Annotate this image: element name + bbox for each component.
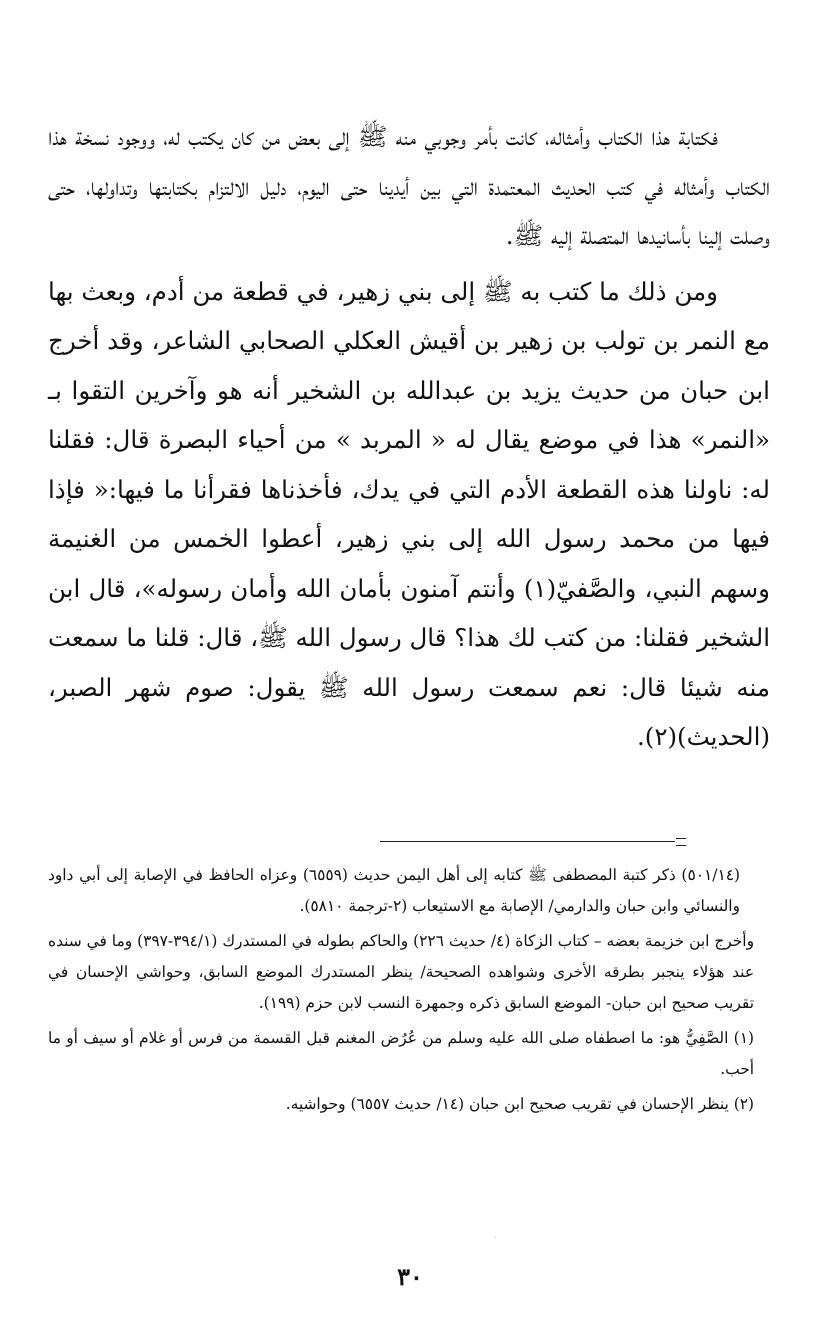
footnote-continued-1: (٥٠١/١٤) ذكر كتبة المصطفى ﷺ كتابه إلى أهل اليمن حديث (٦٥٥٩) وعزاه الحافظ في الإصابة إلى أبي داود والنسائي وابن حبان والدارمي/ الإصابة مع الاستيعاب (٢-ترجمة ٥٨١٠).: [48, 866, 740, 915]
main-text: [48, 112, 770, 762]
paragraph-1: فكتابة هذا الكتاب وأمثاله، كانت بأمر وجوبي منه ﷺ إلى بعض من كان يكتب له، ووجود نسخة هذا الكتاب وأمثاله في كتب الحديث المعتمدة التي بين أيدينا حتى اليوم، دليل الالتزام بكتابتها وتداولها، حتى وصلت إلينا بأسانيدها المتصلة إليه ﷺ.: [48, 122, 770, 250]
page-number: ٣٠: [397, 1262, 423, 1291]
footnote-1: (١) الصَّفِيُّ هو: ما اصطفاه صلى الله عليه وسلم من عُرُض المغنم قبل القسمة من فرس أو غلام أو سيف أو ما أحب.: [48, 1029, 754, 1078]
footnote-continued-2: وأخرج ابن خزيمة بعضه – كتاب الزكاة (٤/ حديث ٢٢٦) والحاكم بطوله في المستدرك (٣٩٤/١-٣٩٧) وما في سنده عند هؤلاء ينجبر بطرقه الأخرى وشواهده الصحيحة/ ينظر المستدرك الموضع السابق، وحواشي الإحسان في تقريب صحيح ابن حبان- الموضع السابق ذكره وجمهرة النسب لابن حزم (١٩٩).: [48, 932, 754, 1012]
footnote-separator-mark: [676, 838, 686, 846]
footnote-separator: [380, 841, 675, 842]
footnote-2: (٢) ينظر الإحسان في تقريب صحيح ابن حبان (١٤/ حديث ٦٥٥٧) وحواشيه.: [285, 1095, 754, 1113]
footnotes: [48, 860, 754, 1124]
paragraph-2: ومن ذلك ما كتب به ﷺ إلى بني زهير، في قطعة من أدم، وبعث بها مع النمر بن تولب بن زهير بن أقيش العكلي الصحابي الشاعر، وقد أخرج ابن حبان من حديث يزيد بن عبدالله بن الشخير أنه هو وآخرين التقوا بـ «النمر» هذا في موضع يقال له « المربد » من أحياء البصرة قال: فقلنا له: ناولنا هذه القطعة الأدم التي في يدك، فأخذناها فقرأنا ما فيها:« فإذا فيها من محمد رسول الله إلى بني زهير، أعطوا الخمس من الغنيمة وسهم النبي، والصَّفيّ(١) وأنتم آمنون بأمان الله وأمان رسوله»، قال ابن الشخير فقلنا: من كتب لك هذا؟ قال رسول الله ﷺ، قال: قلنا ما سمعت منه شيئا قال: نعم سمعت رسول الله ﷺ يقول: صوم شهر الصبر، (الحديث)(٢).: [48, 276, 770, 751]
print-mark: [495, 1237, 496, 1238]
